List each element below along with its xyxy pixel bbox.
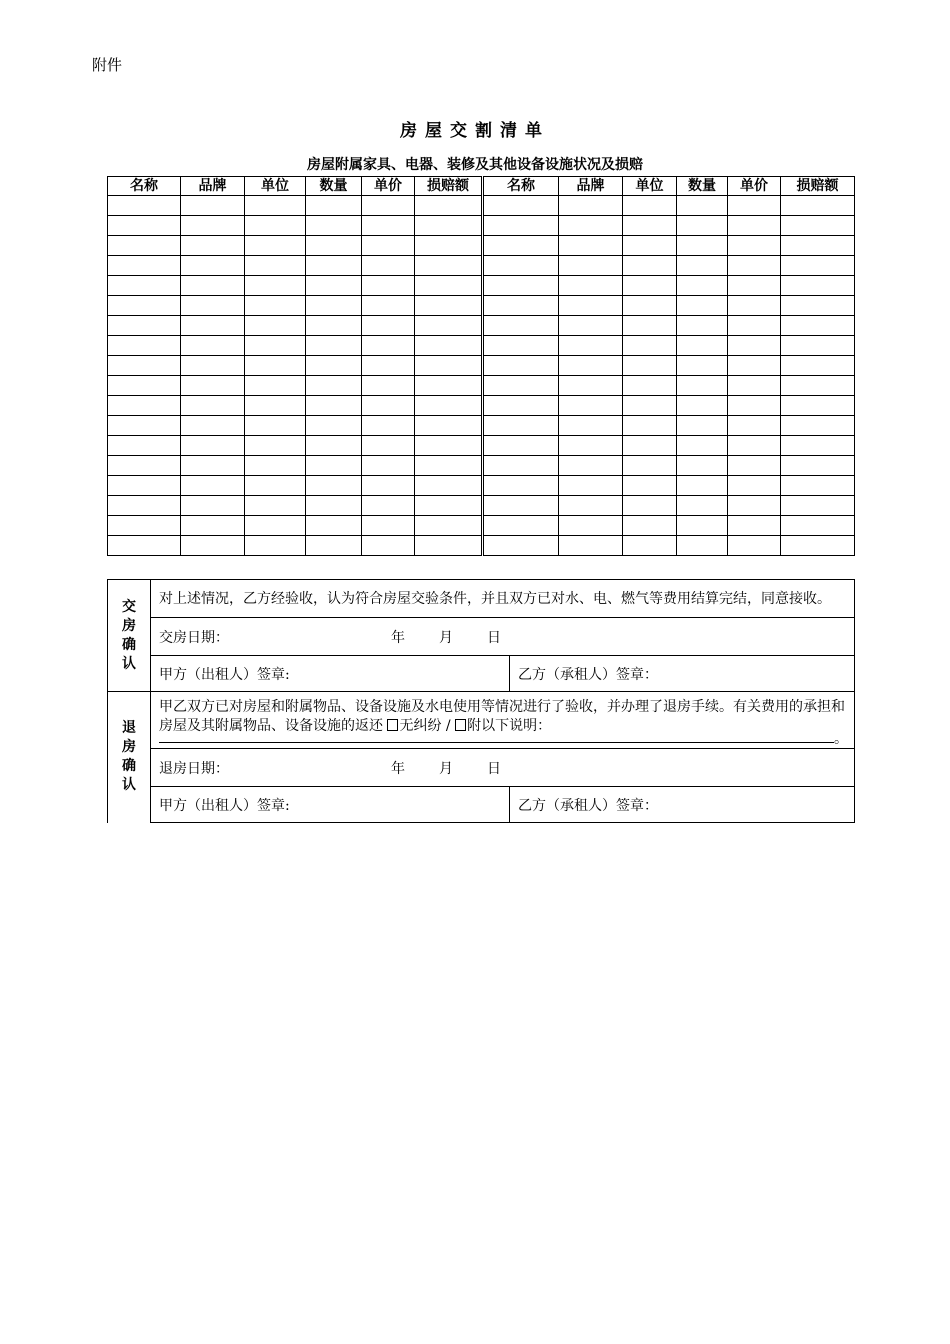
table-cell[interactable] <box>181 456 245 476</box>
table-cell[interactable] <box>108 256 181 276</box>
column-header-name: 名称 <box>108 177 181 196</box>
table-cell[interactable] <box>362 276 415 296</box>
table-cell[interactable] <box>781 316 855 336</box>
table-cell[interactable] <box>483 356 559 376</box>
return-statement-cell <box>151 692 855 749</box>
table-cell[interactable] <box>623 316 677 336</box>
table-cell[interactable] <box>108 216 181 236</box>
items-body <box>108 196 855 556</box>
table-cell[interactable] <box>483 236 559 256</box>
table-cell[interactable] <box>415 356 483 376</box>
handover-statement: 对上述情况，乙方经验收，认为符合房屋交验条件，并且双方已对水、电、燃气等费用结算完结，同意接收。 <box>159 590 831 607</box>
table-cell[interactable] <box>415 196 483 216</box>
option-explanation-label: 附以下说明： <box>467 718 552 734</box>
column-header-unit-price: 单价 <box>728 177 781 196</box>
table-cell[interactable] <box>362 296 415 316</box>
table-cell[interactable] <box>306 416 362 436</box>
table-cell[interactable] <box>728 236 781 256</box>
table-cell[interactable] <box>483 496 559 516</box>
table-cell[interactable] <box>306 436 362 456</box>
table-cell[interactable] <box>415 536 483 556</box>
table-cell[interactable] <box>559 336 623 356</box>
column-header-brand: 品牌 <box>181 177 245 196</box>
column-header-unit: 单位 <box>623 177 677 196</box>
table-cell[interactable] <box>181 496 245 516</box>
column-header-brand: 品牌 <box>559 177 623 196</box>
table-cell[interactable] <box>677 536 728 556</box>
table-cell[interactable] <box>677 456 728 476</box>
column-header-quantity: 数量 <box>677 177 728 196</box>
table-cell[interactable] <box>108 416 181 436</box>
table-cell[interactable] <box>483 196 559 216</box>
table-cell[interactable] <box>306 196 362 216</box>
table-cell[interactable] <box>559 356 623 376</box>
table-cell[interactable] <box>108 376 181 396</box>
table-cell[interactable] <box>108 456 181 476</box>
table-cell[interactable] <box>245 296 306 316</box>
table-cell[interactable] <box>181 236 245 256</box>
table-cell[interactable] <box>623 516 677 536</box>
table-cell[interactable] <box>245 376 306 396</box>
table-cell[interactable] <box>362 476 415 496</box>
table-cell[interactable] <box>623 456 677 476</box>
table-cell[interactable] <box>415 216 483 236</box>
table-row <box>108 536 855 556</box>
table-cell[interactable] <box>181 396 245 416</box>
table-cell[interactable] <box>728 276 781 296</box>
table-cell[interactable] <box>245 276 306 296</box>
table-cell[interactable] <box>245 536 306 556</box>
table-cell[interactable] <box>677 236 728 256</box>
table-cell[interactable] <box>483 256 559 276</box>
table-cell[interactable] <box>245 416 306 436</box>
table-row <box>108 476 855 496</box>
table-cell[interactable] <box>728 216 781 236</box>
return-side-cell <box>108 692 151 823</box>
handover-day-label: 日 <box>487 629 501 646</box>
table-cell[interactable] <box>306 356 362 376</box>
table-cell[interactable] <box>483 536 559 556</box>
table-cell[interactable] <box>362 436 415 456</box>
table-cell[interactable] <box>781 456 855 476</box>
table-row <box>108 436 855 456</box>
table-cell[interactable] <box>781 496 855 516</box>
table-cell[interactable] <box>181 356 245 376</box>
table-cell[interactable] <box>306 316 362 336</box>
table-cell[interactable] <box>677 376 728 396</box>
return-month-label: 月 <box>439 760 453 777</box>
table-cell[interactable] <box>781 516 855 536</box>
table-row <box>108 376 855 396</box>
table-cell[interactable] <box>108 516 181 536</box>
table-row <box>108 416 855 436</box>
table-row <box>108 356 855 376</box>
table-cell[interactable] <box>306 256 362 276</box>
table-cell[interactable] <box>728 316 781 336</box>
table-cell[interactable] <box>181 296 245 316</box>
table-cell[interactable] <box>108 356 181 376</box>
column-header-unit-price: 单价 <box>362 177 415 196</box>
table-row <box>108 456 855 476</box>
table-cell[interactable] <box>728 416 781 436</box>
table-row <box>108 196 855 216</box>
return-year-label: 年 <box>391 760 405 777</box>
option-no-dispute-label: 无纠纷 <box>399 718 442 734</box>
table-cell[interactable] <box>728 296 781 316</box>
table-cell[interactable] <box>181 376 245 396</box>
table-cell[interactable] <box>781 336 855 356</box>
table-cell[interactable] <box>623 536 677 556</box>
table-cell[interactable] <box>245 456 306 476</box>
table-cell[interactable] <box>559 276 623 296</box>
table-cell[interactable] <box>245 396 306 416</box>
table-cell[interactable] <box>781 476 855 496</box>
table-cell[interactable] <box>181 276 245 296</box>
table-cell[interactable] <box>483 416 559 436</box>
table-cell[interactable] <box>181 256 245 276</box>
table-cell[interactable] <box>677 396 728 416</box>
table-row <box>108 316 855 336</box>
table-cell[interactable] <box>677 296 728 316</box>
table-cell[interactable] <box>415 436 483 456</box>
table-cell[interactable] <box>362 256 415 276</box>
table-cell[interactable] <box>108 396 181 416</box>
table-cell[interactable] <box>559 196 623 216</box>
table-cell[interactable] <box>415 296 483 316</box>
table-cell[interactable] <box>362 316 415 336</box>
items-table <box>107 176 855 556</box>
table-cell[interactable] <box>108 336 181 356</box>
return-day-label: 日 <box>487 760 501 777</box>
table-cell[interactable] <box>362 536 415 556</box>
table-cell[interactable] <box>181 336 245 356</box>
table-cell[interactable] <box>306 216 362 236</box>
table-cell[interactable] <box>181 536 245 556</box>
table-cell[interactable] <box>623 296 677 316</box>
table-cell[interactable] <box>483 296 559 316</box>
table-cell[interactable] <box>559 516 623 536</box>
table-cell[interactable] <box>415 336 483 356</box>
handover-date-label: 交房日期： <box>159 629 229 646</box>
table-cell[interactable] <box>362 236 415 256</box>
table-row <box>108 236 855 256</box>
column-header-unit: 单位 <box>245 177 306 196</box>
table-cell[interactable] <box>108 536 181 556</box>
table-cell[interactable] <box>677 256 728 276</box>
table-cell[interactable] <box>728 396 781 416</box>
table-cell[interactable] <box>245 316 306 336</box>
table-cell[interactable] <box>677 436 728 456</box>
return-date-label: 退房日期： <box>159 760 229 777</box>
table-row <box>108 496 855 516</box>
table-cell[interactable] <box>728 196 781 216</box>
table-cell[interactable] <box>415 376 483 396</box>
table-cell[interactable] <box>245 436 306 456</box>
table-cell[interactable] <box>623 216 677 236</box>
table-cell[interactable] <box>781 296 855 316</box>
handover-month-label: 月 <box>439 629 453 646</box>
table-cell[interactable] <box>559 456 623 476</box>
table-cell[interactable] <box>306 536 362 556</box>
table-cell[interactable] <box>483 476 559 496</box>
table-cell[interactable] <box>415 396 483 416</box>
table-cell[interactable] <box>781 216 855 236</box>
table-cell[interactable] <box>483 336 559 356</box>
table-row <box>108 516 855 536</box>
table-row <box>108 396 855 416</box>
attachment-label: 附件 <box>92 56 123 74</box>
table-cell[interactable] <box>483 316 559 336</box>
table-cell[interactable] <box>677 516 728 536</box>
handover-party-a-sign: 甲方（出租人）签章: <box>151 656 510 692</box>
handover-side-label: 交房确认 <box>122 598 136 672</box>
table-cell[interactable] <box>181 516 245 536</box>
table-cell[interactable] <box>623 396 677 416</box>
table-cell[interactable] <box>559 416 623 436</box>
table-cell[interactable] <box>781 376 855 396</box>
table-cell[interactable] <box>623 196 677 216</box>
table-cell[interactable] <box>415 516 483 536</box>
table-cell[interactable] <box>306 336 362 356</box>
table-cell[interactable] <box>623 236 677 256</box>
table-cell[interactable] <box>559 496 623 516</box>
table-cell[interactable] <box>415 456 483 476</box>
table-row <box>108 256 855 276</box>
table-cell[interactable] <box>362 356 415 376</box>
table-cell[interactable] <box>781 276 855 296</box>
table-cell[interactable] <box>781 436 855 456</box>
return-party-a-sign: 甲方（出租人）签章: <box>151 787 510 823</box>
table-cell[interactable] <box>781 416 855 436</box>
return-party-b-sign: 乙方（承租人）签章： <box>510 787 855 823</box>
table-cell[interactable] <box>415 476 483 496</box>
table-row <box>108 216 855 236</box>
table-cell[interactable] <box>306 476 362 496</box>
column-header-quantity: 数量 <box>306 177 362 196</box>
table-cell[interactable] <box>559 296 623 316</box>
table-cell[interactable] <box>362 496 415 516</box>
items-header-row <box>108 177 855 196</box>
table-cell[interactable] <box>483 456 559 476</box>
document-subtitle: 房屋附属家具、电器、装修及其他设备设施状况及损赔 <box>307 157 643 173</box>
table-cell[interactable] <box>483 276 559 296</box>
table-cell[interactable] <box>559 436 623 456</box>
table-cell[interactable] <box>415 256 483 276</box>
table-cell[interactable] <box>781 196 855 216</box>
table-cell[interactable] <box>108 196 181 216</box>
table-cell[interactable] <box>181 316 245 336</box>
table-cell[interactable] <box>362 376 415 396</box>
table-cell[interactable] <box>728 456 781 476</box>
column-header-damage: 损赔额 <box>781 177 855 196</box>
table-cell[interactable] <box>181 216 245 236</box>
table-cell[interactable] <box>781 396 855 416</box>
table-cell[interactable] <box>306 236 362 256</box>
table-cell[interactable] <box>677 276 728 296</box>
table-cell[interactable] <box>677 316 728 336</box>
table-cell[interactable] <box>108 276 181 296</box>
return-statement-paragraph <box>159 697 846 736</box>
table-cell[interactable] <box>728 436 781 456</box>
table-cell[interactable] <box>728 496 781 516</box>
handover-statement-cell <box>151 580 855 618</box>
table-cell[interactable] <box>677 196 728 216</box>
table-cell[interactable] <box>781 236 855 256</box>
table-cell[interactable] <box>362 456 415 476</box>
table-cell[interactable] <box>483 396 559 416</box>
table-cell[interactable] <box>483 216 559 236</box>
table-cell[interactable] <box>362 416 415 436</box>
table-cell[interactable] <box>306 516 362 536</box>
table-cell[interactable] <box>415 496 483 516</box>
table-cell[interactable] <box>245 356 306 376</box>
checkbox-no-dispute[interactable] <box>387 719 398 731</box>
table-cell[interactable] <box>306 396 362 416</box>
handover-date-cell <box>151 618 855 656</box>
table-cell[interactable] <box>728 376 781 396</box>
table-cell[interactable] <box>623 436 677 456</box>
table-cell[interactable] <box>362 396 415 416</box>
table-cell[interactable] <box>108 296 181 316</box>
table-cell[interactable] <box>362 196 415 216</box>
table-cell[interactable] <box>306 456 362 476</box>
table-cell[interactable] <box>677 216 728 236</box>
table-row <box>108 336 855 356</box>
table-cell[interactable] <box>245 236 306 256</box>
table-cell[interactable] <box>781 536 855 556</box>
table-cell[interactable] <box>306 376 362 396</box>
table-cell[interactable] <box>677 356 728 376</box>
table-cell[interactable] <box>306 296 362 316</box>
table-cell[interactable] <box>677 336 728 356</box>
table-cell[interactable] <box>623 416 677 436</box>
table-cell[interactable] <box>623 276 677 296</box>
table-cell[interactable] <box>728 356 781 376</box>
table-cell[interactable] <box>108 476 181 496</box>
table-cell[interactable] <box>483 436 559 456</box>
document-title: 房屋交割清单 <box>400 121 550 141</box>
table-cell[interactable] <box>245 256 306 276</box>
column-header-damage: 损赔额 <box>415 177 483 196</box>
table-cell[interactable] <box>181 476 245 496</box>
table-cell[interactable] <box>728 336 781 356</box>
table-cell[interactable] <box>728 536 781 556</box>
table-cell[interactable] <box>623 356 677 376</box>
table-cell[interactable] <box>415 276 483 296</box>
explanation-blank-line[interactable] <box>159 731 848 747</box>
table-cell[interactable] <box>781 256 855 276</box>
table-cell[interactable] <box>415 316 483 336</box>
table-cell[interactable] <box>677 476 728 496</box>
table-cell[interactable] <box>245 216 306 236</box>
return-side-label: 退房确认 <box>122 720 136 794</box>
table-cell[interactable] <box>245 496 306 516</box>
table-cell[interactable] <box>362 216 415 236</box>
table-cell[interactable] <box>559 396 623 416</box>
table-cell[interactable] <box>245 476 306 496</box>
table-cell[interactable] <box>245 336 306 356</box>
table-cell[interactable] <box>483 516 559 536</box>
table-cell[interactable] <box>677 416 728 436</box>
option-separator: / <box>445 718 451 734</box>
table-cell[interactable] <box>728 516 781 536</box>
table-cell[interactable] <box>559 476 623 496</box>
table-cell[interactable] <box>728 256 781 276</box>
handover-year-label: 年 <box>391 629 405 646</box>
checkbox-explanation[interactable] <box>455 719 466 731</box>
table-cell[interactable] <box>362 336 415 356</box>
table-row <box>108 296 855 316</box>
table-cell[interactable] <box>108 316 181 336</box>
table-cell[interactable] <box>559 316 623 336</box>
table-cell[interactable] <box>108 496 181 516</box>
table-cell[interactable] <box>559 536 623 556</box>
table-cell[interactable] <box>108 436 181 456</box>
return-statement: 甲乙双方已对房屋和附属物品、设备设施及水电使用等情况进行了验收，并办理了退房手续。有关费用的承担和房屋及其附属物品、设备设施的返还 <box>159 699 845 734</box>
table-cell[interactable] <box>483 376 559 396</box>
table-cell[interactable] <box>181 196 245 216</box>
table-cell[interactable] <box>559 376 623 396</box>
table-cell[interactable] <box>362 516 415 536</box>
table-cell[interactable] <box>245 196 306 216</box>
table-cell[interactable] <box>623 376 677 396</box>
explanation-line-end: 。 <box>834 731 848 747</box>
confirmation-table <box>107 579 855 823</box>
table-cell[interactable] <box>108 236 181 256</box>
table-cell[interactable] <box>623 476 677 496</box>
table-cell[interactable] <box>781 356 855 376</box>
handover-party-b-sign: 乙方（承租人）签章： <box>510 656 855 692</box>
table-cell[interactable] <box>559 256 623 276</box>
column-header-name: 名称 <box>483 177 559 196</box>
table-cell[interactable] <box>623 496 677 516</box>
table-cell[interactable] <box>245 516 306 536</box>
table-cell[interactable] <box>415 416 483 436</box>
return-date-cell <box>151 749 855 787</box>
table-cell[interactable] <box>181 416 245 436</box>
table-cell[interactable] <box>623 336 677 356</box>
table-cell[interactable] <box>677 496 728 516</box>
table-cell[interactable] <box>559 216 623 236</box>
table-cell[interactable] <box>559 236 623 256</box>
table-cell[interactable] <box>306 496 362 516</box>
table-cell[interactable] <box>415 236 483 256</box>
table-cell[interactable] <box>306 276 362 296</box>
table-cell[interactable] <box>728 476 781 496</box>
table-cell[interactable] <box>181 436 245 456</box>
table-cell[interactable] <box>623 256 677 276</box>
table-row <box>108 276 855 296</box>
handover-side-cell <box>108 580 151 692</box>
